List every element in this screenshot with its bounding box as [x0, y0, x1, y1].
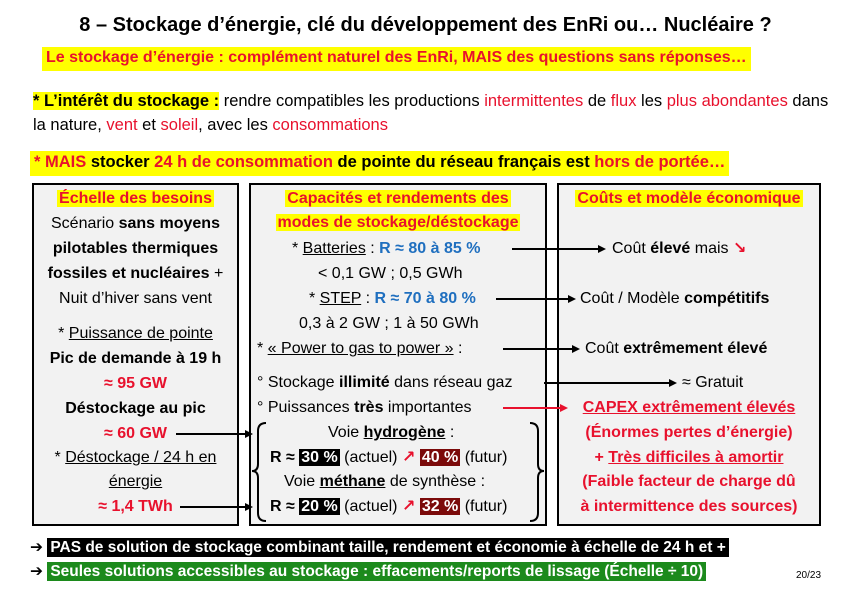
value-pointe: ≈ 95 GW: [103, 375, 167, 392]
bullet-star: *: [309, 290, 320, 307]
arrow-up-right-icon: ↗: [401, 498, 416, 515]
text-span: (Énormes pertes d’énergie): [585, 424, 793, 441]
batteries-capacity: < 0,1 GW ; 0,5 GWh: [318, 265, 463, 282]
rendement-step: R ≈ 70 à 80 %: [374, 290, 476, 307]
bullet-arrow-icon: ➔: [30, 539, 43, 556]
ch4-actuel-value: 20 %: [301, 498, 338, 515]
text-span: énergie: [108, 473, 163, 490]
text-span: +: [594, 449, 609, 466]
text-span: de pointe du réseau français est: [332, 153, 595, 171]
arrow-up-right-icon: ↗: [401, 449, 416, 466]
text-span: mais: [690, 240, 733, 257]
text-span: :: [453, 340, 463, 357]
footer-line-1: [30, 538, 729, 557]
text-span: rendre compatibles les productions: [219, 92, 485, 110]
text-span: hydrogène: [363, 424, 446, 441]
rendement-batteries: R ≈ 80 à 85 %: [379, 240, 481, 257]
footer-text-2: Seules solutions accessibles au stockage : effacements/reports de lissage (Échelle ÷ 10): [47, 562, 706, 581]
text-span: pilotables thermiques: [52, 240, 219, 257]
text-span: Voie: [328, 424, 364, 441]
text-span: CAPEX extrêmement élevés: [582, 399, 796, 416]
bullet-star: *: [54, 449, 66, 466]
capacites-header: Capacités et rendements des: [287, 190, 509, 207]
text-span: STEP: [319, 290, 362, 307]
ch4-futur-value: 32 %: [421, 498, 459, 515]
text-span: (actuel): [339, 449, 402, 466]
bullet-arrow-icon: ➔: [30, 563, 43, 580]
page-number: 20/23: [796, 570, 822, 581]
bullet-star: *: [34, 153, 46, 171]
text-span: les: [636, 92, 667, 110]
h2-actuel-value: 30 %: [301, 449, 338, 466]
text-span: dans réseau gaz: [389, 374, 513, 391]
text-span: ° Stockage: [257, 374, 339, 391]
value-energie: ≈ 1,4 TWh: [98, 498, 173, 515]
text-span: Puissance de pointe: [68, 325, 213, 342]
text-span: R ≈: [270, 449, 300, 466]
text-span: fossiles et nucléaires: [47, 265, 210, 282]
text-span: (actuel): [339, 498, 402, 515]
text-span: Voie: [284, 473, 320, 490]
text-span: (futur): [460, 498, 508, 515]
cout-gaz: ≈ Gratuit: [682, 374, 744, 391]
text-span: importantes: [383, 399, 472, 416]
text-span: :: [365, 240, 380, 257]
text-span: (Faible facteur de charge dû: [582, 473, 796, 490]
text-span: et: [137, 116, 161, 134]
arrow-down-right-icon: ↘: [732, 240, 747, 257]
text-span: à intermittence des sources): [580, 498, 798, 515]
page-title: 8 – Stockage d’énergie, clé du développement des EnRi ou… Nucléaire ?: [79, 14, 772, 36]
besoins-header: Échelle des besoins: [59, 190, 212, 207]
keyword: flux: [610, 92, 637, 110]
footer-text-1: PAS de solution de stockage combinant taille, rendement et économie à échelle de 24 h et +: [47, 538, 728, 557]
text-span: de: [583, 92, 611, 110]
h2-futur-value: 40 %: [421, 449, 459, 466]
text-span: compétitifs: [684, 290, 770, 307]
footer-line-2: [30, 562, 706, 581]
keyword: 24 h de consommation: [154, 153, 333, 171]
text-span: élevé: [650, 240, 691, 257]
keyword: vent: [106, 116, 138, 134]
interet-label: * L’intérêt du stockage :: [33, 92, 220, 110]
keyword: MAIS: [45, 153, 87, 171]
couts-header: Coûts et modèle économique: [577, 190, 801, 207]
text-span: Batteries: [302, 240, 366, 257]
curly-brace-icon: [530, 423, 544, 521]
text-span: :: [361, 290, 375, 307]
text-span: +: [209, 265, 224, 282]
capacites-header: modes de stockage/déstockage: [277, 214, 519, 231]
text-span: R ≈: [270, 498, 300, 515]
text-span: Coût: [585, 340, 624, 357]
text-span: Pic de demande à 19 h: [49, 350, 222, 367]
bullet-star: *: [257, 340, 268, 357]
value-destockage: ≈ 60 GW: [103, 425, 167, 442]
keyword: hors de portée…: [594, 153, 726, 171]
text-span: stocker: [86, 153, 155, 171]
text-span: de synthèse :: [385, 473, 486, 490]
text-span: sans moyens: [118, 215, 220, 232]
text-span: très: [354, 399, 384, 416]
text-span: illimité: [339, 374, 390, 391]
text-span: :: [445, 424, 455, 441]
text-span: Déstockage / 24 h en: [65, 449, 217, 466]
keyword: intermittentes: [484, 92, 584, 110]
bullet-star: *: [292, 240, 303, 257]
keyword: plus abondantes: [666, 92, 788, 110]
text-span: ° Puissances: [257, 399, 355, 416]
text-span: Très difficiles à amortir: [608, 449, 784, 466]
keyword: consommations: [272, 116, 388, 134]
step-capacity: 0,3 à 2 GW ; 1 à 50 GWh: [299, 315, 479, 332]
curly-brace-icon: [252, 423, 266, 521]
page-subtitle: Le stockage d’énergie : complément naturel des EnRi, MAIS des questions sans réponses…: [42, 47, 751, 71]
bullet-star: *: [58, 325, 69, 342]
text-span: Coût: [612, 240, 651, 257]
text-span: dans la nature,: [33, 92, 829, 134]
text-span: , avec les: [198, 116, 273, 134]
text-span: extrêmement élevé: [623, 340, 768, 357]
text-span: Scénario: [51, 215, 119, 232]
text-span: « Power to gas to power »: [267, 340, 454, 357]
text-span: Coût / Modèle: [580, 290, 685, 307]
text-span: (futur): [460, 449, 508, 466]
text-span: Déstockage au pic: [65, 400, 206, 417]
text-span: Nuit d’hiver sans vent: [59, 290, 212, 307]
keyword: soleil: [160, 116, 199, 134]
text-span: méthane: [319, 473, 386, 490]
